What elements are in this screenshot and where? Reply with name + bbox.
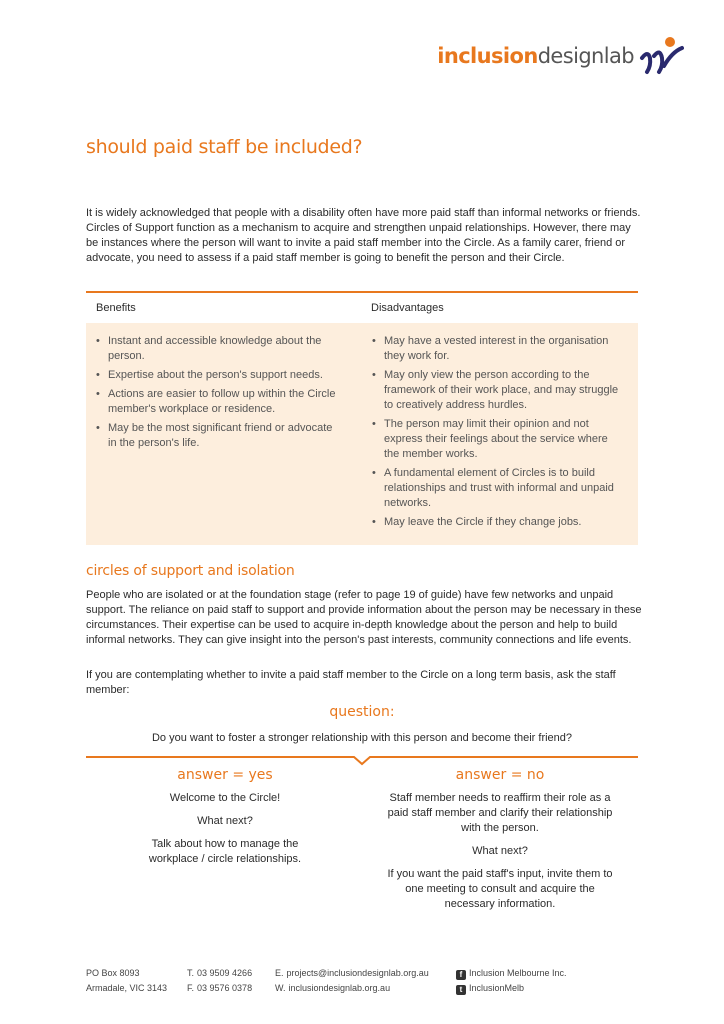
footer-po-box: PO Box 8093 — [86, 968, 140, 978]
section-title: circles of support and isolation — [86, 563, 295, 579]
disadvantage-item: • The person may limit their opinion and not express their feelings about the service where the member works. — [372, 417, 620, 462]
disadvantage-item: • May have a vested interest in the organisation they work for. — [372, 334, 620, 364]
footer-web-link[interactable]: inclusiondesignlab.org.au — [288, 983, 391, 993]
benefits-list — [96, 334, 362, 451]
twitter-icon: t — [456, 985, 466, 995]
footer-social — [456, 966, 567, 996]
answer-yes-line: Talk about how to manage the workplace / circle relationships. — [148, 838, 302, 865]
table-header-row — [86, 293, 638, 323]
facebook-link[interactable] — [456, 966, 567, 981]
twitter-label: InclusionMelb — [469, 983, 525, 993]
benefit-item: • May be the most significant friend or advocate in the person's life. — [96, 421, 336, 451]
benefit-item: • Expertise about the person's support needs. — [96, 368, 336, 383]
disadvantage-item: • A fundamental element of Circles is to build relationships and trust with informal and unpaid networks. — [372, 466, 620, 511]
facebook-icon: f — [456, 970, 466, 980]
logo-part-designlab: designlab — [537, 44, 634, 68]
brand-logo — [437, 36, 684, 76]
page-title: should paid staff be included? — [86, 136, 363, 158]
facebook-label: Inclusion Melbourne Inc. — [469, 968, 567, 978]
disadvantage-item: • May only view the person according to the framework of their work place, and may struggle to creatively address hurdles. — [372, 368, 620, 413]
answer-no-line: Staff member needs to reaffirm their role as a paid staff member and clarify their relationship with the person. — [387, 792, 613, 834]
question-text: Do you want to foster a stronger relationship with this person and become their friend? — [151, 732, 573, 744]
answer-yes-line: What next? — [197, 815, 253, 827]
footer-address — [86, 966, 167, 996]
footer-phone-fax — [187, 966, 252, 996]
benefits-column — [86, 334, 362, 533]
footer-email-link[interactable]: projects@inclusiondesignlab.org.au — [286, 968, 429, 978]
twitter-link[interactable] — [456, 981, 567, 996]
footer-contact — [275, 966, 429, 996]
benefits-disadvantages-table — [86, 291, 638, 545]
answer-no-line: What next? — [472, 845, 528, 857]
benefit-item: • Instant and accessible knowledge about the person. — [96, 334, 336, 364]
disadvantage-item: • May leave the Circle if they change jobs. — [372, 515, 620, 530]
footer-phone: 03 9509 4266 — [197, 968, 253, 978]
benefits-header: Benefits — [96, 302, 136, 314]
logo-wordmark — [437, 44, 634, 68]
phone-label: T. — [187, 968, 195, 978]
inclusiondesignlab-logo-icon — [638, 36, 684, 76]
logo-part-inclusion: inclusion — [437, 44, 538, 68]
intro-paragraph: It is widely acknowledged that people with a disability often have more paid staff than informal networks or friends. Circles of Support function as a mechanism to acquire and strengthen unpaid relationships. However, there may be instances where the person will want to invite a paid staff member into the Circle. As a family carer, friend or advocate, you need to assess if a paid staff member is going to benefit the person and their Circle. — [86, 207, 641, 264]
benefit-item: • Actions are easier to follow up within the Circle member's workplace or residence. — [96, 387, 336, 417]
answer-yes-block — [120, 767, 330, 875]
web-label: W. — [275, 983, 286, 993]
footer-fax: 03 9576 0378 — [197, 983, 253, 993]
table-body — [86, 323, 638, 545]
answer-no-block — [372, 767, 628, 920]
fax-label: F. — [187, 983, 195, 993]
disadvantages-column — [362, 334, 638, 533]
question-label: question: — [329, 704, 395, 720]
answer-yes-title: answer = yes — [177, 767, 273, 783]
footer-suburb: Armadale, VIC 3143 — [86, 983, 168, 993]
answer-no-line: If you want the paid staff's input, invite them to one meeting to consult and acquire the necessary information. — [387, 868, 613, 910]
question-divider — [86, 752, 638, 768]
disadvantages-header: Disadvantages — [371, 302, 444, 314]
email-label: E. — [275, 968, 284, 978]
section-paragraph-2: If you are contemplating whether to invite a paid staff member to the Circle on a long term basis, ask the staff member: — [86, 669, 616, 696]
disadvantages-list — [372, 334, 638, 530]
section-paragraph-1: People who are isolated or at the foundation stage (refer to page 19 of guide) have few networks and unpaid support. The reliance on paid staff to support and provide information about the person may be necessary in these circumstances. Their expertise can be used to acquire in-depth knowledge about the person and help to build informal networks. They can give insight into the person's past interests, community connections and life events. — [86, 589, 642, 646]
answer-no-title: answer = no — [455, 767, 545, 783]
answer-yes-line: Welcome to the Circle! — [169, 792, 281, 804]
